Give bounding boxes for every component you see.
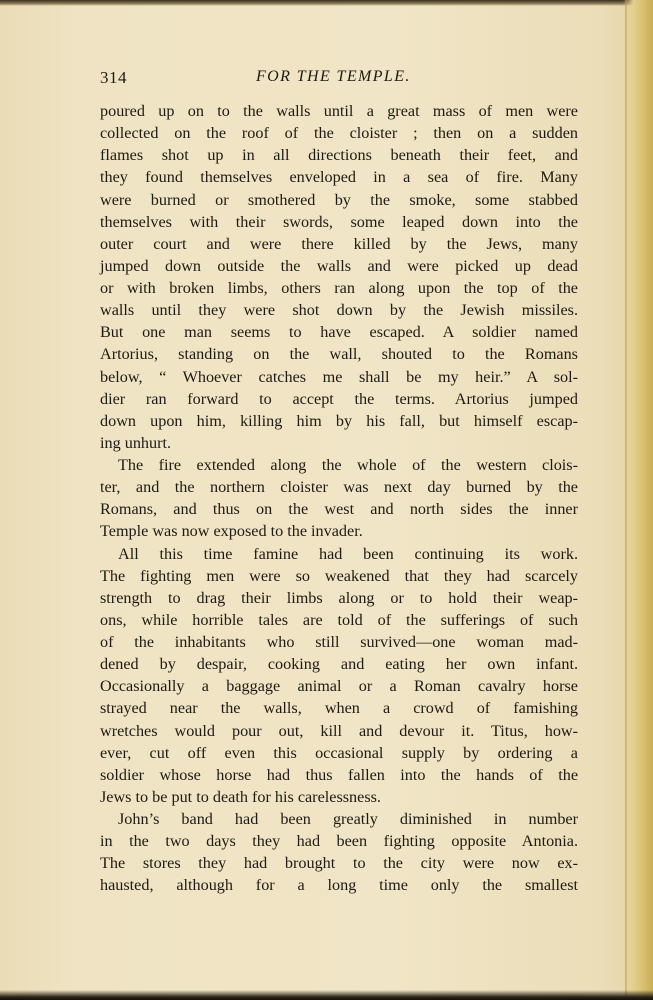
text-line: wretches would pour out, kill and devour it. Titus, how- [100,721,578,740]
text-line: Temple was now exposed to the invader. [100,522,363,541]
text-line: walls until they were shot down by the Jewish missiles. [100,301,578,320]
text-line: dened by despair, cooking and eating her own infant. [100,655,578,674]
text-line: The stores they had brought to the city were now ex- [100,854,578,873]
text-line: Artorius, standing on the wall, shouted to the Romans [100,345,578,364]
running-head: FOR THE TEMPLE. [256,68,411,85]
text-line: in the two days they had been fighting opposite Antonia. [100,832,578,851]
text-line: themselves with their swords, some leaped down into the [100,212,578,231]
text-line: ever, cut off even this occasional supply by ordering a [100,743,578,762]
text-line: strayed near the walls, when a crowd of famishing [100,699,578,718]
text-line: flames shot up in all directions beneath their feet, and [100,146,578,165]
text-line: hausted, although for a long time only the smallest [100,876,578,895]
text-line: of the inhabitants who still survived—one woman mad- [100,633,578,651]
page-number: 314 [100,68,127,87]
body-text [100,100,578,897]
text-line: But one man seems to have escaped. A soldier named [100,323,578,342]
page-top-edge [0,0,653,6]
page-right-edge [623,0,653,1000]
text-line: ing unhurt. [100,433,172,452]
text-line: outer court and were there killed by the Jews, many [100,234,578,253]
text-line: below, “ Whoever catches me shall be my heir.” A sol- [100,367,578,386]
page-right-rule [625,0,627,1000]
text-line: All this time famine had been continuing its work. [118,544,578,563]
text-line: collected on the roof of the cloister ; then on a sudden [100,124,578,143]
text-line: dier ran forward to accept the terms. Artorius jumped [100,389,578,408]
text-line: were burned or smothered by the smoke, some stabbed [100,190,578,209]
text-line: Occasionally a baggage animal or a Roman cavalry horse [100,677,578,696]
text-line: jumped down outside the walls and were picked up dead [100,256,578,275]
text-line: Jews to be put to death for his carelessness. [100,787,381,806]
text-line: Romans, and thus on the west and north sides the inner [100,500,578,519]
text-line: or with broken limbs, others ran along upon the top of the [100,279,578,297]
text-line: The fighting men were so weakened that they had scarcely [100,566,578,585]
text-line: John’s band had been greatly diminished in number [118,810,578,828]
page-bottom-edge [0,990,653,1000]
text-line: poured up on to the walls until a great mass of men were [100,102,578,120]
text-line: The fire extended along the whole of the western clois- [118,456,578,474]
text-line: ons, while horrible tales are told of the sufferings of such [100,610,578,629]
text-line: strength to drag their limbs along or to hold their weap- [100,588,578,607]
text-line: they found themselves enveloped in a sea of fire. Many [100,168,578,187]
page-header [100,68,578,92]
text-line: ter, and the northern cloister was next day burned by the [100,478,578,497]
text-line: down upon him, killing him by his fall, but himself escap- [100,411,578,430]
text-line: soldier whose horse had thus fallen into the hands of the [100,765,578,784]
